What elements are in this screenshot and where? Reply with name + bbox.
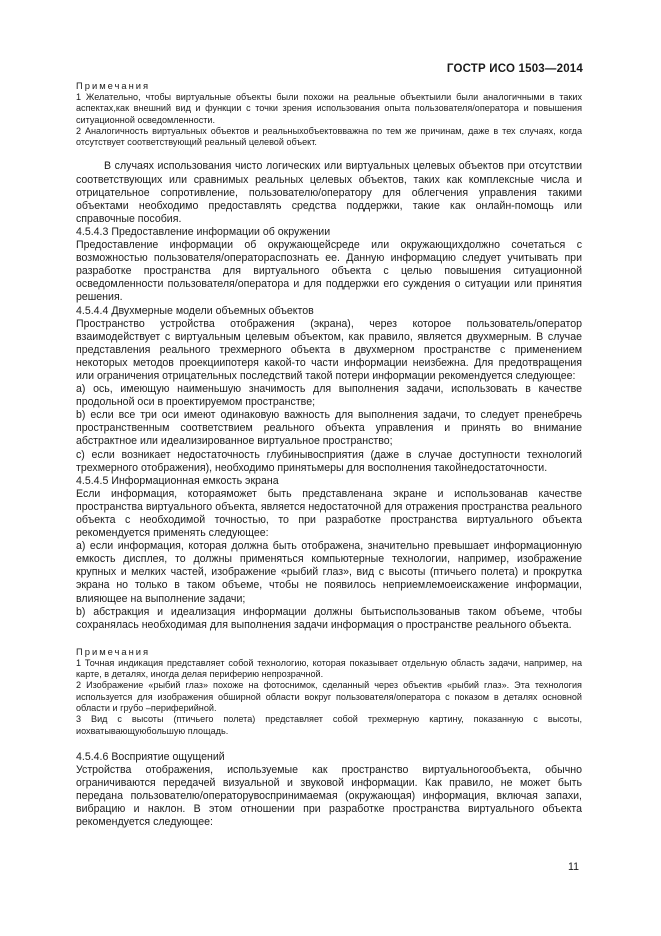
paragraph-4-5-4-6: Устройства отображения, используемые как пространство виртуальногообъекта, обычно ограничиваются передачей визуальной и звуковой информации. Как правило, не может быть передана пользователю/операторувоспринимаемая (окружающая) информация, включая запахи, вибрацию и наклон. В этом отношении при разработке пространства виртуального объекта рекомендуется следующее: — [76, 764, 582, 829]
notes-title: Примечания — [76, 80, 151, 91]
standard-header: ГОСТР ИСО 1503—2014 — [446, 63, 583, 75]
list-item: a) если информация, которая должна быть отображена, значительно превышает информационную емкость дисплея, то должны применяться компьютерные технологии, например, изображение крупных и мелких частей, изображение «рыбий глаз», вид с высоты (птичьего полета) и прокрутка экрана но только в таком объеме, чтобы не появилось неприемлемоеискажение информации, влияющее на выполнение задачи; — [76, 540, 582, 605]
section-heading-4-5-4-4: 4.5.4.4 Двухмерные модели объемных объектов — [76, 304, 314, 317]
list-item: a) ось, имеющую наименьшую значимость для выполнения задачи, использовать в качестве продольной оси в проектируемом пространстве; — [76, 383, 582, 409]
notes-title: Примечания — [76, 645, 151, 657]
list-item: b) абстракция и идеализация информации должны бытьиспользованыв таком объеме, чтобы сохранялась необходимая для выполнения задачи информация о пространстве реального объекта. — [76, 605, 582, 631]
section-heading-4-5-4-5: 4.5.4.5 Информационная емкость экрана — [76, 474, 279, 487]
paragraph-4-5-4-3: Предоставление информации об окружающейсреде или окружающихдолжно сочетаться с возможностью пользователя/оператораспознать ее. Данную информацию следует учитывать при разработке пространства для виртуального объекта с целью повышения ситуационной осведомленности пользователя/оператора и для поддержки его суждения о ситуации или принятия решения. — [76, 239, 582, 304]
section-heading-4-5-4-3: 4.5.4.3 Предоставление информации об окружении — [76, 225, 331, 238]
paragraph-logical-objects: В случаях использования чисто логических или виртуальных целевых объектов при отсутствии соответствующих или сравнимых реальных целевых объектов, таких как комплексные числа и отрицательное сопротивление, пользователю/оператору для облегчения управления такими объектами необходимо предоставлять средства поддержки, такие как онлайн-помощь или справочные пособия. — [76, 160, 582, 225]
note-item: 3 Вид с высоты (птичьего полета) представляет собой трехмерную картину, показанную с высоты, иохватывающуюбольшую площадь. — [76, 714, 582, 736]
page-body — [76, 80, 582, 830]
note-item: 1 Точная индикация представляет собой технологию, которая показывает отдельную область задачи, например, на карте, в деталях, иногда делая периферию непрозрачной. — [76, 657, 582, 680]
list-item: c) если возникает недостаточность глубинывосприятия (даже в случае доступности технологий трехмерного отображения), необходимо принятьмеры для восполнения такойнедостаточности. — [76, 448, 582, 474]
page-number: 11 — [568, 861, 579, 873]
paragraph-4-5-4-5: Если информация, котораяможет быть представленана экране и использованав качестве пространства виртуального объекта, является недостаточной для отражения пространства реального объекта с необходимой точностью, то при разработке пространства виртуального объекта рекомендуется применять следующее: — [76, 487, 582, 540]
list-item: b) если все три оси имеют одинаковую важность для выполнения задачи, то следует пренебречь пространственным соответствием реального объекта управления и принять во внимание абстрактное или идеализированное виртуальное пространство; — [76, 409, 582, 448]
note-item: 1 Желательно, чтобы виртуальные объекты были похожи на реальные объектыили были аналогичными в таких аспектах,как внешний вид и функции с точки зрения использования опыта пользователя/оператора и повышения ситуационной осведомленности. — [76, 92, 582, 125]
paragraph-4-5-4-4: Пространство устройства отображения (экрана), через которое пользователь/оператор взаимодействует с виртуальным целевым объектом, как правило, является двухмерным. В случае представления реального трехмерного объекта в двухмерном пространстве с применением некоторых методов проекциипотеря какой-то части информации неизбежна. Для предотвращения или ограничения отрицательных последствий такой потери информации рекомендуется следующее: — [76, 317, 582, 382]
note-item: 2 Аналогичность виртуальных объектов и реальныхобъектовважна по тем же причинам, даже в тех случаях, когда отсутствует соответствующий реальный целевой объект. — [76, 125, 582, 148]
section-heading-4-5-4-6: 4.5.4.6 Восприятие ощущений — [76, 750, 225, 763]
note-item: 2 Изображение «рыбий глаз» похоже на фотоснимок, сделанный через объектив «рыбий глаз». Эта технология используется для изображения обширной области вокруг пользователя/оператора с показом в деталях основной области и грубо –периферийной. — [76, 680, 582, 714]
